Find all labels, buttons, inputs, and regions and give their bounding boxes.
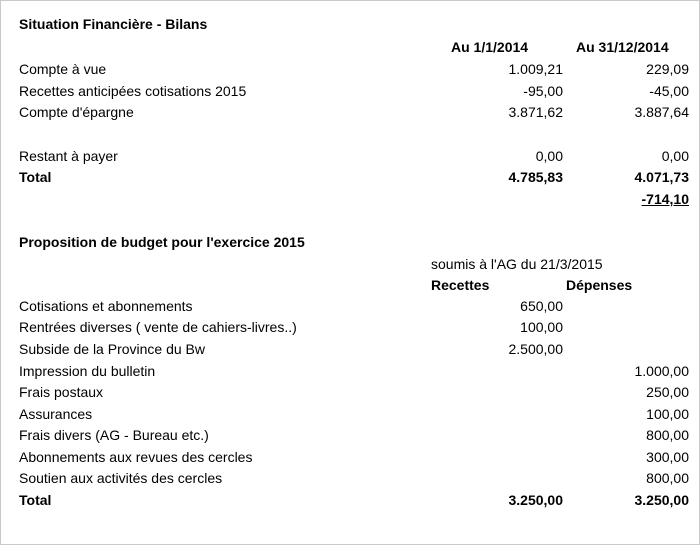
col1-header: Au 1/1/2014: [451, 39, 529, 55]
budget-row-label: Subside de la Province du Bw: [19, 341, 205, 357]
budget-row-recette: 2.500,00: [508, 341, 563, 357]
budget-row-recette: 100,00: [520, 319, 563, 335]
reste-value-start: 0,00: [535, 148, 563, 164]
budget-total-recette: 3.250,00: [508, 492, 563, 508]
budget-row: [19, 361, 691, 382]
situation-title: Situation Financière - Bilans: [19, 16, 208, 32]
budget-row-depense: 1.000,00: [634, 363, 689, 379]
total-value-start: 4.785,83: [508, 169, 563, 185]
row-value-start: 1.009,21: [508, 61, 563, 77]
budget-row-depense: 100,00: [646, 406, 689, 422]
total-value-end: 4.071,73: [634, 169, 689, 185]
row-label: Compte à vue: [19, 61, 107, 77]
situation-header-row: [19, 37, 691, 58]
depenses-header: Dépenses: [566, 277, 633, 293]
budget-header-row: [19, 275, 691, 296]
recettes-header: Recettes: [431, 277, 490, 293]
budget-row-depense: 800,00: [646, 427, 689, 443]
budget-row: [19, 296, 691, 317]
reste-label: Restant à payer: [19, 148, 118, 164]
budget-row: [19, 447, 691, 468]
budget-row-depense: 300,00: [646, 449, 689, 465]
budget-row-label: Rentrées diverses ( vente de cahiers-livres..): [19, 319, 297, 335]
budget-row: [19, 317, 691, 338]
budget-row: [19, 468, 691, 489]
situation-title-row: [19, 14, 691, 35]
difference-value: -714,10: [641, 191, 689, 207]
budget-total-depense: 3.250,00: [634, 492, 689, 508]
budget-row-label: Cotisations et abonnements: [19, 298, 193, 314]
row-value-start: -95,00: [523, 83, 563, 99]
budget-row-depense: 800,00: [646, 470, 689, 486]
row-value-start: 3.871,62: [508, 104, 563, 120]
row-value-end: 229,09: [646, 61, 689, 77]
row-label: Recettes anticipées cotisations 2015: [19, 83, 247, 99]
total-label: Total: [19, 169, 52, 185]
situation-row: [19, 102, 691, 123]
budget-row-label: Assurances: [19, 406, 93, 422]
row-value-end: 3.887,64: [634, 104, 689, 120]
reste-value-end: 0,00: [661, 148, 689, 164]
budget-row-label: Abonnements aux revues des cercles: [19, 449, 253, 465]
difference-row: [19, 189, 691, 210]
budget-row: [19, 404, 691, 425]
situation-total-row: [19, 167, 691, 188]
budget-row-label: Frais divers (AG - Bureau etc.): [19, 427, 209, 443]
budget-row: [19, 382, 691, 403]
budget-row-depense: 250,00: [646, 384, 689, 400]
budget-row-label: Impression du bulletin: [19, 363, 156, 379]
budget-subtitle-row: [19, 254, 691, 275]
budget-total-row: [19, 490, 691, 511]
budget-total-label: Total: [19, 492, 52, 508]
budget-row: [19, 339, 691, 360]
col2-header: Au 31/12/2014: [576, 39, 669, 55]
row-value-end: -45,00: [649, 83, 689, 99]
situation-row: [19, 81, 691, 102]
budget-row-label: Frais postaux: [19, 384, 104, 400]
situation-row: [19, 59, 691, 80]
budget-row-label: Soutien aux activités des cercles: [19, 470, 223, 486]
budget-title: Proposition de budget pour l'exercice 2015: [19, 234, 305, 250]
budget-title-row: [19, 232, 691, 253]
reste-row: [19, 146, 691, 167]
budget-subtitle: soumis à l'AG du 21/3/2015: [431, 256, 603, 272]
budget-row-recette: 650,00: [520, 298, 563, 314]
row-label: Compte d'épargne: [19, 104, 134, 120]
budget-row: [19, 425, 691, 446]
